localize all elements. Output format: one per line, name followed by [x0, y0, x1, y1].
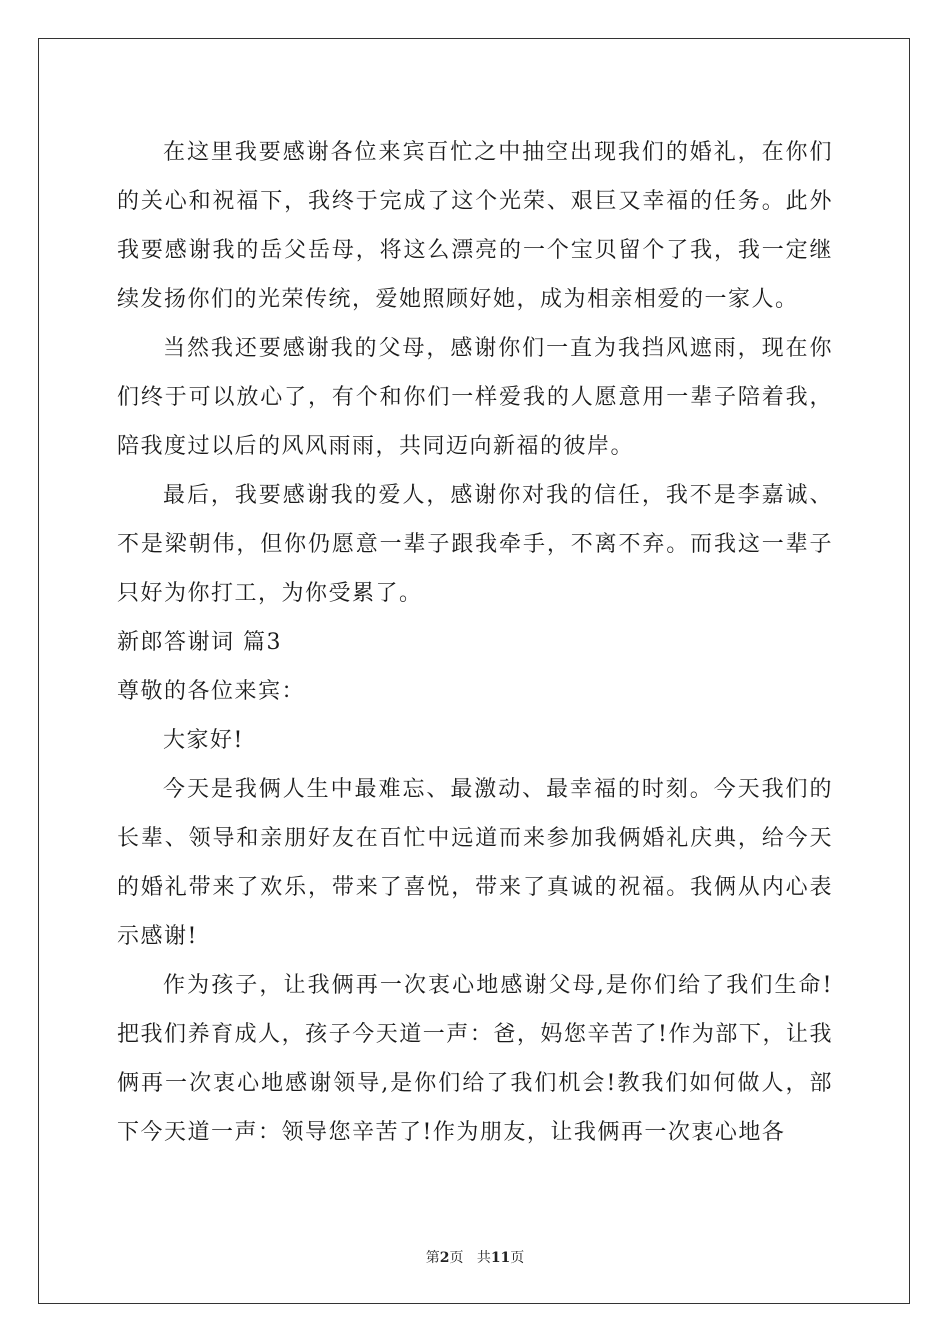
page-footer [0, 1247, 950, 1267]
total-prefix: 共 [476, 1250, 491, 1266]
salutation: 尊敬的各位来宾： [117, 679, 306, 704]
current-page-number: 2 [439, 1250, 450, 1266]
greeting: 大家好! [163, 728, 244, 753]
document-body [117, 128, 833, 1157]
paragraph-thanks-parents: 当然我还要感谢我的父母，感谢你们一直为我挡风遮雨，现在你们终于可以放心了，有个和你们一样爱我的人愿意用一辈子陪着我，陪我度过以后的风风雨雨，共同迈向新福的彼岸。 [117, 336, 833, 459]
page-suffix: 页 [449, 1250, 464, 1266]
paragraph-thanks-guests: 在这里我要感谢各位来宾百忙之中抽空出现我们的婚礼，在你们的关心和祝福下，我终于完成了这个光荣、艰巨又幸福的任务。此外我要感谢我的岳父岳母，将这么漂亮的一个宝贝留个了我，我一定继续发扬你们的光荣传统，爱她照顾好她，成为相亲相爱的一家人。 [117, 140, 833, 312]
paragraph-as-children: 作为孩子，让我俩再一次衷心地感谢父母,是你们给了我们生命!把我们养育成人，孩子今天道一声：爸，妈您辛苦了!作为部下，让我俩再一次衷心地感谢领导,是你们给了我们机会!教我们如何做人，部下今天道一声：领导您辛苦了!作为朋友，让我俩再一次衷心地各 [117, 973, 833, 1145]
section-heading: 新郎答谢词 篇3 [117, 630, 282, 655]
paragraph-thanks-spouse: 最后，我要感谢我的爱人，感谢你对我的信任，我不是李嘉诚、不是梁朝伟，但你仍愿意一辈子跟我牵手，不离不弃。而我这一辈子只好为你打工，为你受累了。 [117, 483, 833, 606]
page-prefix: 第 [425, 1250, 440, 1266]
total-page-number: 11 [490, 1250, 511, 1266]
paragraph-memorable-day: 今天是我俩人生中最难忘、最激动、最幸福的时刻。今天我们的长辈、领导和亲朋好友在百忙中远道而来参加我俩婚礼庆典，给今天的婚礼带来了欢乐，带来了喜悦，带来了真诚的祝福。我俩从内心表示感谢! [117, 777, 833, 949]
total-suffix: 页 [510, 1250, 525, 1266]
